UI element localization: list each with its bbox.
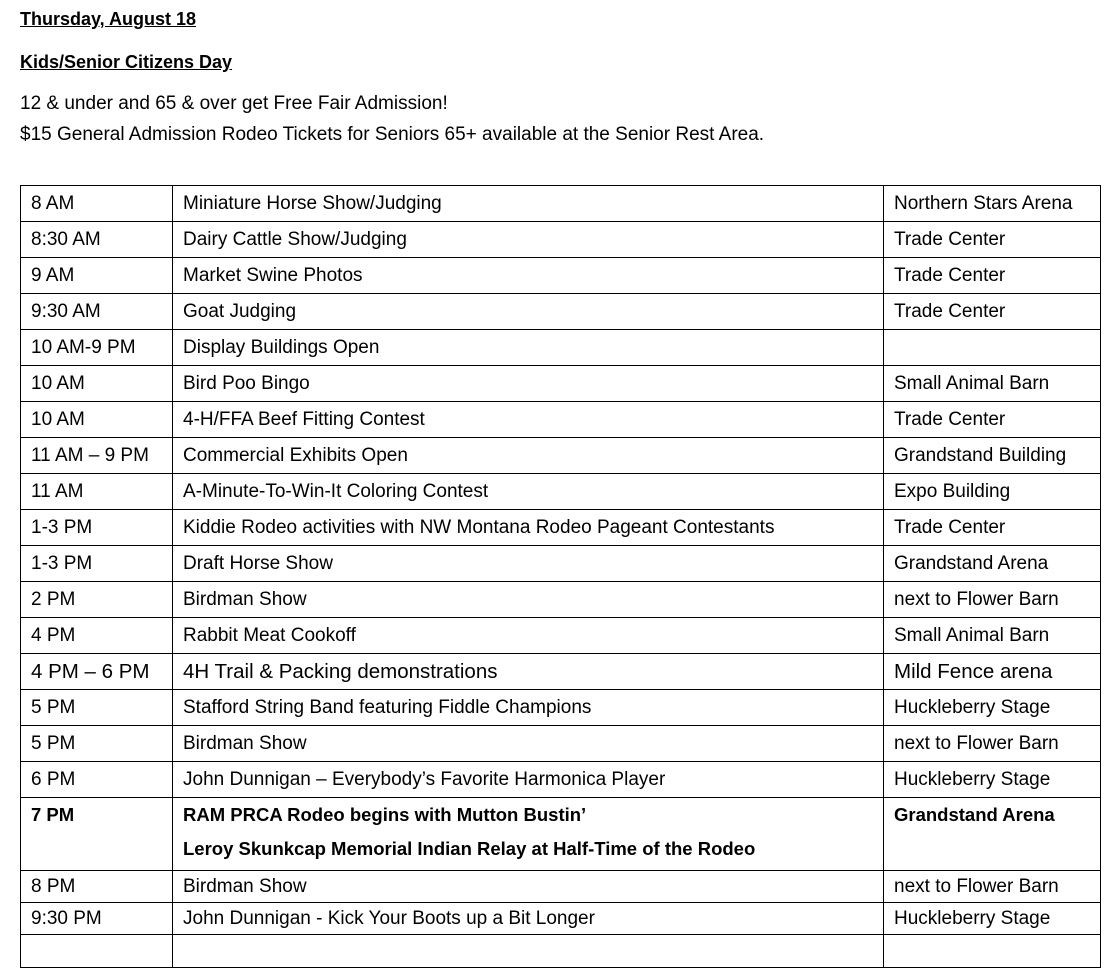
event-cell: A-Minute-To-Win-It Coloring Contest <box>173 474 884 510</box>
relay-event-line: Leroy Skunkcap Memorial Indian Relay at Half-Time of the Rodeo <box>183 838 756 859</box>
event-cell: Dairy Cattle Show/Judging <box>173 222 884 258</box>
location-cell: Small Animal Barn <box>884 618 1101 654</box>
table-row <box>21 871 1101 903</box>
time-cell: 1-3 PM <box>21 546 173 582</box>
location-cell: Small Animal Barn <box>884 366 1101 402</box>
event-cell: Birdman Show <box>173 582 884 618</box>
location-cell: Expo Building <box>884 474 1101 510</box>
location-cell: next to Flower Barn <box>884 871 1101 903</box>
event-cell: Bird Poo Bingo <box>173 366 884 402</box>
event-cell: John Dunnigan - Kick Your Boots up a Bit Longer <box>173 903 884 935</box>
event-cell: Rabbit Meat Cookoff <box>173 618 884 654</box>
time-cell: 8 AM <box>21 186 173 222</box>
location-cell: Trade Center <box>884 510 1101 546</box>
time-cell: 9 AM <box>21 258 173 294</box>
time-cell: 7 PM <box>21 798 173 871</box>
event-cell: Birdman Show <box>173 871 884 903</box>
table-row <box>21 186 1101 222</box>
table-row <box>21 510 1101 546</box>
event-day-title: Kids/Senior Citizens Day <box>20 52 233 72</box>
table-row <box>21 654 1101 690</box>
location-cell: Grandstand Building <box>884 438 1101 474</box>
location-cell <box>884 935 1101 968</box>
event-cell: 4H Trail & Packing demonstrations <box>173 654 884 690</box>
schedule-table <box>20 185 1101 968</box>
event-cell: Draft Horse Show <box>173 546 884 582</box>
time-cell: 5 PM <box>21 726 173 762</box>
table-row <box>21 690 1101 726</box>
location-cell: Trade Center <box>884 402 1101 438</box>
table-row <box>21 474 1101 510</box>
event-cell: Display Buildings Open <box>173 330 884 366</box>
time-cell: 10 AM <box>21 402 173 438</box>
location-cell: Trade Center <box>884 258 1101 294</box>
location-cell: Trade Center <box>884 222 1101 258</box>
table-row <box>21 294 1101 330</box>
table-row <box>21 258 1101 294</box>
location-cell: Huckleberry Stage <box>884 690 1101 726</box>
event-cell: Kiddie Rodeo activities with NW Montana Rodeo Pageant Contestants <box>173 510 884 546</box>
location-cell: Grandstand Arena <box>884 798 1101 871</box>
admission-note: 12 & under and 65 & over get Free Fair Admission! <box>20 93 448 114</box>
time-cell: 10 AM-9 PM <box>21 330 173 366</box>
table-row <box>21 798 1101 871</box>
table-row <box>21 330 1101 366</box>
location-cell <box>884 330 1101 366</box>
event-cell: Miniature Horse Show/Judging <box>173 186 884 222</box>
location-cell: Northern Stars Arena <box>884 186 1101 222</box>
time-cell: 4 PM <box>21 618 173 654</box>
rodeo-ticket-note: $15 General Admission Rodeo Tickets for Seniors 65+ available at the Senior Rest Area. <box>20 124 765 145</box>
event-cell: Goat Judging <box>173 294 884 330</box>
table-row <box>21 546 1101 582</box>
location-cell: Trade Center <box>884 294 1101 330</box>
time-cell: 9:30 AM <box>21 294 173 330</box>
time-cell: 8 PM <box>21 871 173 903</box>
table-row <box>21 366 1101 402</box>
table-row <box>21 222 1101 258</box>
time-cell: 11 AM <box>21 474 173 510</box>
time-cell: 1-3 PM <box>21 510 173 546</box>
time-cell: 2 PM <box>21 582 173 618</box>
location-cell: Mild Fence arena <box>884 654 1101 690</box>
time-cell <box>21 935 173 968</box>
table-row <box>21 582 1101 618</box>
table-row <box>21 762 1101 798</box>
location-cell: next to Flower Barn <box>884 726 1101 762</box>
location-cell: Huckleberry Stage <box>884 903 1101 935</box>
event-cell <box>173 935 884 968</box>
time-cell: 6 PM <box>21 762 173 798</box>
day-heading: Thursday, August 18 <box>20 9 197 29</box>
time-cell: 9:30 PM <box>21 903 173 935</box>
table-row <box>21 903 1101 935</box>
location-cell: Huckleberry Stage <box>884 762 1101 798</box>
event-cell: John Dunnigan – Everybody’s Favorite Harmonica Player <box>173 762 884 798</box>
location-cell: Grandstand Arena <box>884 546 1101 582</box>
time-cell: 4 PM – 6 PM <box>21 654 173 690</box>
table-row <box>21 402 1101 438</box>
table-row <box>21 438 1101 474</box>
table-row <box>21 726 1101 762</box>
table-row <box>21 935 1101 968</box>
rodeo-event-line: RAM PRCA Rodeo begins with Mutton Bustin’ <box>183 804 587 825</box>
time-cell: 10 AM <box>21 366 173 402</box>
time-cell: 8:30 AM <box>21 222 173 258</box>
event-cell <box>173 798 884 871</box>
event-cell: Market Swine Photos <box>173 258 884 294</box>
location-cell: next to Flower Barn <box>884 582 1101 618</box>
time-cell: 5 PM <box>21 690 173 726</box>
event-cell: 4-H/FFA Beef Fitting Contest <box>173 402 884 438</box>
event-cell: Birdman Show <box>173 726 884 762</box>
table-row <box>21 618 1101 654</box>
time-cell: 11 AM – 9 PM <box>21 438 173 474</box>
event-cell: Stafford String Band featuring Fiddle Champions <box>173 690 884 726</box>
event-cell: Commercial Exhibits Open <box>173 438 884 474</box>
